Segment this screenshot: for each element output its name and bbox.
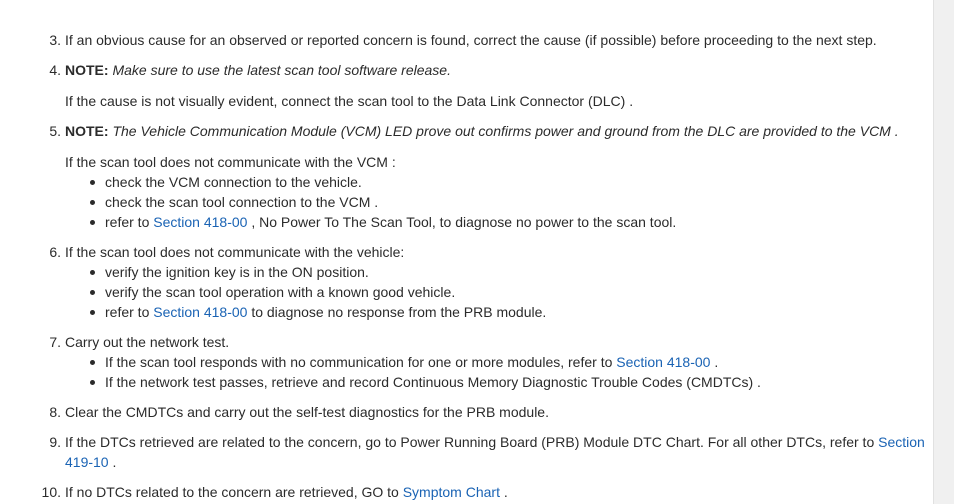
step-number: 3. [49,32,61,48]
step-text: If the DTCs retrieved are related to the concern, go to Power Running Board (PRB) Module DTC Chart. For all other DTCs, refer to [65,434,879,450]
step-5-paragraph: If the scan tool does not communicate with the VCM : [65,154,396,170]
step-text: Carry out the network test. [65,334,230,350]
step-9-continuation [65,452,116,472]
step-10 [41,482,925,502]
step-4 [49,60,925,80]
list-item [105,352,718,372]
step-6 [49,242,925,262]
list-item-text: refer to [105,214,154,230]
step-number: 6. [49,244,61,260]
step-5 [49,121,925,141]
section-418-00-link[interactable]: Section 418-00 [153,214,248,230]
step-number: 7. [49,334,61,350]
list-item [105,302,546,322]
step-number: 8. [49,404,61,420]
step-3 [49,30,925,50]
list-item: check the scan tool connection to the VCM . [105,194,379,210]
list-item: verify the ignition key is in the ON position. [105,264,369,280]
list-item: verify the scan tool operation with a known good vehicle. [105,284,456,300]
section-418-00-link[interactable]: Section 418-00 [153,304,248,320]
step-number: 10. [41,484,61,500]
note-text: Make sure to use the latest scan tool software release. [112,62,451,78]
step-text: Clear the CMDTCs and carry out the self-test diagnostics for the PRB module. [65,404,549,420]
step-8 [49,402,925,422]
list-item: check the VCM connection to the vehicle. [105,174,362,190]
symptom-chart-link[interactable]: Symptom Chart [402,484,500,500]
step-4-paragraph: If the cause is not visually evident, connect the scan tool to the Data Link Connector (DLC) . [65,93,634,109]
section-418-00-link[interactable]: Section 418-00 [616,354,711,370]
step-text: If no DTCs related to the concern are retrieved, GO to [65,484,403,500]
list-item-text: If the scan tool responds with no communication for one or more modules, refer to [105,354,617,370]
step-text: . [499,484,508,500]
note-label: NOTE: [65,62,109,78]
section-419-10-link[interactable]: Section [878,434,925,450]
step-number: 4. [49,62,61,78]
list-item [105,212,676,232]
list-item: If the network test passes, retrieve and record Continuous Memory Diagnostic Trouble Codes (CMDTCs) . [105,374,761,390]
step-text: If an obvious cause for an observed or reported concern is found, correct the cause (if possible) before proceeding to the next step. [65,32,877,48]
section-419-10-link[interactable]: 419-10 [65,454,109,470]
list-item-text: to diagnose no response from the PRB module. [247,304,547,320]
step-7 [49,332,925,352]
step-text: . [108,454,117,470]
list-item-text: refer to [105,304,154,320]
step-number: 9. [49,434,61,450]
note-label: NOTE: [65,123,109,139]
list-item-text: . [710,354,719,370]
note-text: The Vehicle Communication Module (VCM) LED prove out confirms power and ground from the DLC are provided to the VCM . [112,123,899,139]
step-9 [49,432,925,452]
step-text: If the scan tool does not communicate with the vehicle: [65,244,405,260]
list-item-text: , No Power To The Scan Tool, to diagnose no power to the scan tool. [247,214,677,230]
vertical-scrollbar[interactable] [933,0,954,504]
step-number: 5. [49,123,61,139]
